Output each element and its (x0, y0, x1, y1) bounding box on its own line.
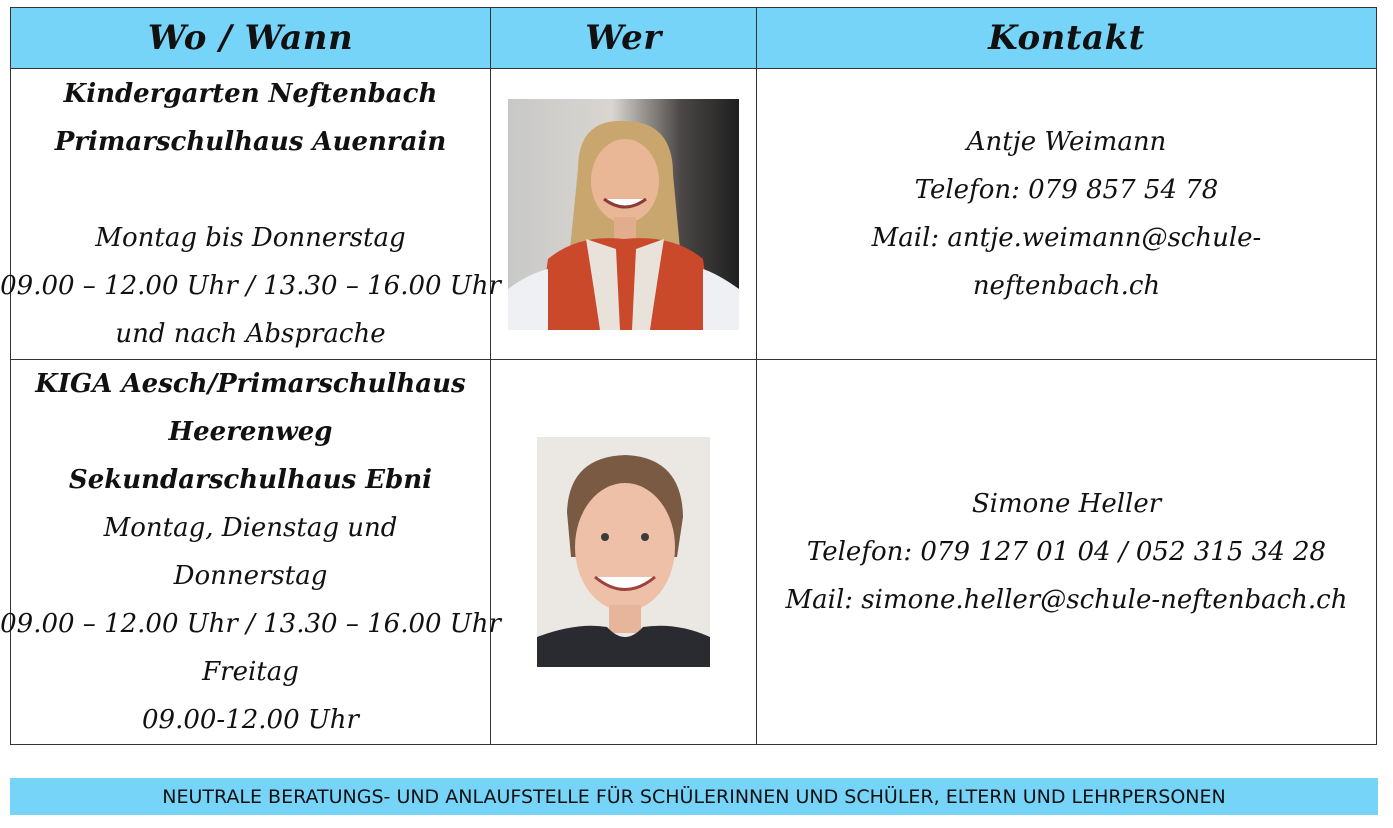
footer-banner: NEUTRALE BERATUNGS- UND ANLAUFSTELLE FÜR SCHÜLERINNEN UND SCHÜLER, ELTERN UND LEHRPERSONEN (10, 778, 1378, 815)
location-line: Sekundarschulhaus Ebni (68, 465, 433, 495)
contact-mail-continued[interactable]: neftenbach.ch (972, 271, 1161, 301)
contact-cell (757, 360, 1377, 745)
contact-phone: Telefon: 079 127 01 04 / 052 315 34 28 (806, 537, 1327, 567)
contact-cell (757, 69, 1377, 360)
schedule-line: 09.00 – 12.00 Uhr / 13.30 – 16.00 Uhr (0, 609, 501, 639)
schedule-line: 09.00-12.00 Uhr (141, 705, 359, 735)
schedule-line: 09.00 – 12.00 Uhr / 13.30 – 16.00 Uhr (0, 271, 501, 301)
schedule-line: Freitag (202, 657, 299, 687)
schedule-line: Donnerstag (173, 561, 328, 591)
contact-name: Antje Weimann (966, 127, 1167, 157)
contact-name: Simone Heller (971, 489, 1162, 519)
person-photo-cell (491, 69, 757, 360)
table-row (11, 69, 1377, 360)
location-line: Primarschulhaus Auenrain (54, 127, 447, 157)
location-line: Kindergarten Neftenbach (63, 79, 438, 109)
contact-schedule-table (0, 7, 1377, 745)
contact-mail[interactable]: Mail: antje.weimann@schule- (871, 223, 1262, 253)
schedule-line: und nach Absprache (115, 319, 386, 349)
schedule-line: Montag bis Donnerstag (95, 223, 406, 253)
table-row (11, 360, 1377, 745)
portrait-photo (508, 99, 739, 330)
contact-phone: Telefon: 079 857 54 78 (914, 175, 1219, 205)
portrait-photo (537, 437, 710, 667)
location-line: KIGA Aesch/Primarschulhaus (35, 369, 466, 399)
table-header-row (11, 8, 1377, 69)
location-schedule-cell (0, 360, 501, 745)
header-wer: Wer (491, 8, 757, 69)
contact-mail[interactable]: Mail: simone.heller@schule-neftenbach.ch (785, 585, 1348, 615)
schedule-line: Montag, Dienstag und (103, 513, 398, 543)
header-kontakt: Kontakt (757, 8, 1377, 69)
header-wo-wann: Wo / Wann (11, 8, 491, 69)
location-line: Heerenweg (168, 417, 333, 447)
person-photo-cell (491, 360, 757, 745)
location-schedule-cell (0, 69, 501, 360)
